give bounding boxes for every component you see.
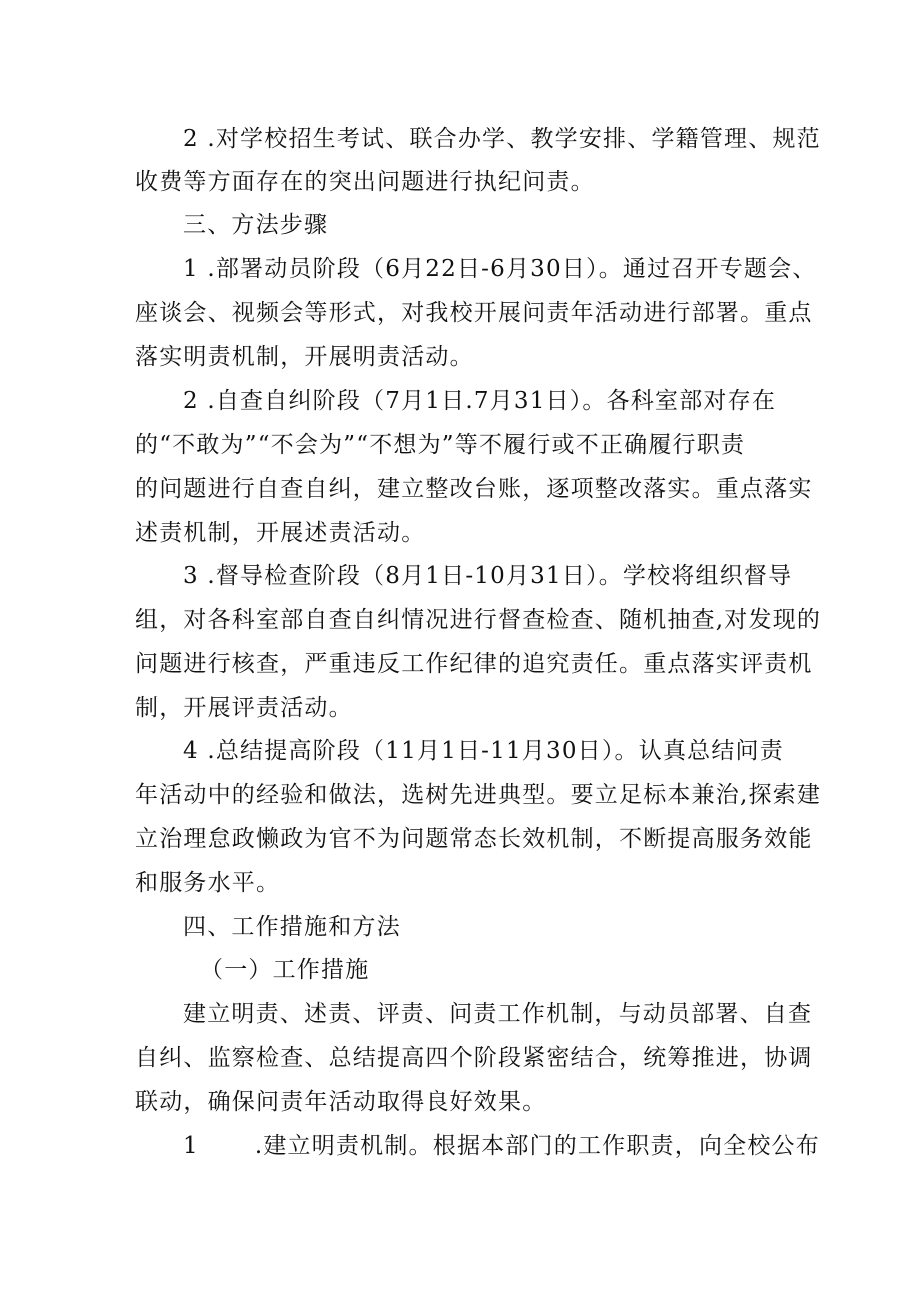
section-heading: 四、工作措施和方法: [183, 914, 401, 940]
paragraph-line: 座谈会、视频会等形式，对我校开展问责年活动进行部署。重点: [135, 300, 813, 326]
paragraph-line: 年活动中的经验和做法，选树先进典型。要立足标本兼治,探索建: [135, 782, 822, 808]
paragraph-line-numbered: [183, 1131, 820, 1161]
paragraph-line: 问题进行核查，严重违反工作纪律的追究责任。重点落实评责机: [135, 651, 813, 677]
subsection-heading: （一）工作措施: [200, 957, 370, 983]
paragraph-line: 立治理怠政懒政为官不为问题常态长效机制，不断提高服务效能: [135, 826, 813, 852]
paragraph-line: 建立明责、述责、评责、问责工作机制，与动员部署、自查: [183, 1001, 813, 1027]
paragraph-line: 1 .部署动员阶段（6月22日-6月30日）。通过召开专题会、: [183, 256, 817, 282]
paragraph-line: 述责机制，开展述责活动。: [135, 520, 426, 546]
list-text: .建立明责机制。根据本部门的工作职责，向全校公布: [254, 1133, 820, 1159]
paragraph-line: 收费等方面存在的突出问题进行执纪问责。: [135, 169, 595, 195]
paragraph-line: 和服务水平。: [135, 870, 281, 896]
section-heading: 三、方法步骤: [183, 212, 329, 238]
paragraph-line: 3 .督导检查阶段（8月1日-10月31日）。学校将组织督导: [183, 563, 793, 589]
paragraph-line: 联动，确保问责年活动取得良好效果。: [135, 1089, 547, 1115]
paragraph-line: 组，对各科室部自查自纠情况进行督查检查、随机抽查,对发现的: [135, 607, 822, 633]
paragraph-line: 4 .总结提高阶段（11月1日-11月30日）。认真总结问责: [183, 738, 784, 764]
paragraph-line: 落实明责机制，开展明责活动。: [135, 344, 474, 370]
paragraph-line: 2 .自查自纠阶段（7月1日.7月31日）。各科室部对存在: [183, 388, 777, 414]
paragraph-line: 2 .对学校招生考试、联合办学、教学安排、学籍管理、规范: [183, 126, 821, 152]
paragraph-line: 自纠、监察检查、总结提高四个阶段紧密结合，统筹推进，协调: [135, 1045, 813, 1071]
paragraph-line: 制，开展评责活动。: [135, 695, 353, 721]
paragraph-line: 的“不敢为”“不会为”“不想为”等不履行或不正确履行职责: [135, 432, 746, 458]
list-number: 1: [183, 1133, 199, 1159]
paragraph-line: 的问题进行自查自纠，建立整改台账，逐项整改落实。重点落实: [135, 476, 813, 502]
